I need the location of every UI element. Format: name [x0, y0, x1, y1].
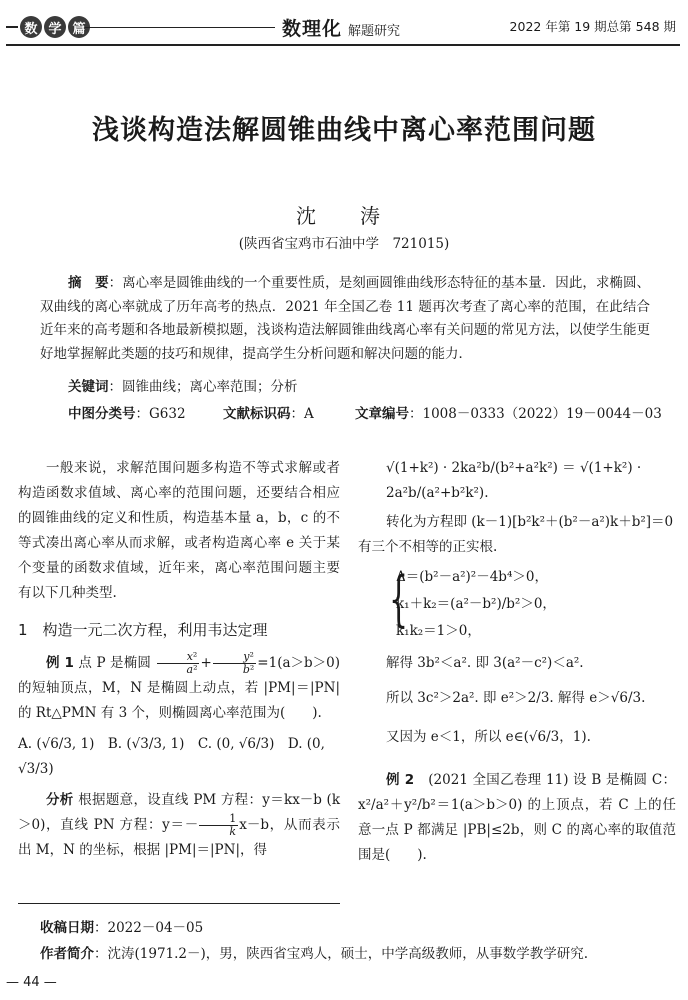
analysis-text-b: x－b，从而表示出 M，N 的坐标，根据 |PM|＝|PN|，得: [18, 817, 340, 858]
page-number: — 44 —: [6, 975, 57, 990]
solve-line: 所以 3c²＞2a². 即 e²＞2/3. 解得 e＞√6/3.: [386, 690, 646, 706]
fraction-1-k: $\frac{1}{k}$: [199, 813, 238, 838]
header-rule: [85, 27, 275, 28]
journal-header: [282, 14, 400, 41]
analysis: [18, 788, 340, 863]
bio-value: ：沈涛(1971.2－)，男，陕西省宝鸡人，硕士，中学高级教师，从事数学教学研究.: [94, 946, 589, 962]
example2-text: (2021 全国乙卷理 11) 设 B 是椭圆 C：x²/a²＋y²/b²＝1(a＞b＞0) 的上顶点，若 C 上的任意一点 P 都满足 |PB|≤2b，则 C 的离心率的取值范围是( ).: [358, 772, 677, 863]
intro-paragraph: 一般来说，求解范围问题多构造不等式求解或者构造函数求值域、离心率的范围问题，还要结合相应的圆锥曲线的定义和性质，构造基本量 a，b，c 的不等式凑出离心率从而求解，或者构造离心率 e 关于某个变量的函数求值域，近年来，离心率范围问题主要有以下几种类型.: [18, 460, 340, 601]
article-title: 浅谈构造法解圆锥曲线中离心率范围问题: [92, 115, 596, 146]
article-no-label: 文章编号: [355, 406, 409, 422]
equation-top: √(1+k²) · 2ka²b/(b²+a²k²) ＝ √(1+k²) · 2a²b/(a²+b²k²).: [386, 460, 642, 501]
footnote-rule: [18, 903, 340, 904]
right-column: [358, 456, 676, 868]
badge-char: 篇: [68, 16, 90, 38]
system-line: Δ＝(b²－a²)²－4b⁴＞0，: [396, 569, 548, 585]
author-bio: [40, 942, 660, 962]
issue-info: 2022 年第 19 期总第 548 期: [509, 19, 676, 34]
journal-name: 数理化: [282, 18, 343, 40]
clc-label: 中图分类号: [68, 406, 136, 422]
convert-text: 转化为方程即 (k－1)[b²k²＋(b²－a²)k＋b²]＝0 有三个不相等的正实根.: [358, 514, 674, 555]
received-label: 收稿日期: [40, 920, 94, 936]
solve-line: 解得 3b²＜a². 即 3(a²－c²)＜a².: [386, 655, 584, 671]
fraction-x2-a2: $\frac{\text{x²}}{\text{a²}}$: [157, 651, 200, 676]
doc-label: 文献标识码: [223, 406, 291, 422]
badge-char: 学: [44, 16, 66, 38]
keywords-label: 关键词: [68, 379, 109, 395]
author-name: 沈 涛: [296, 204, 392, 228]
keywords: [68, 375, 298, 395]
received-date: [40, 916, 660, 936]
clc-value: ：G632: [135, 406, 186, 422]
example1-options: A. (√6/3, 1) B. (√3/3, 1) C. (0, √6/3) D. (0, √3/3): [18, 736, 325, 777]
journal-column: 解题研究: [348, 24, 401, 39]
badge-char: 数: [20, 16, 42, 38]
received-value: ：2022－04－05: [94, 920, 204, 936]
doc-value: ：A: [290, 406, 314, 422]
bio-label: 作者简介: [40, 946, 94, 962]
system-line: k₁＋k₂＝(a²－b²)/b²＞0，: [396, 596, 556, 612]
abstract-text: ：离心率是圆锥曲线的一个重要性质，是刻画圆锥曲线形态特征的基本量．因此，求椭圆、双曲线的离心率就成了历年高考的热点．2021 年全国乙卷 11 题再次考查了离心率的范围，在此结合近年来的高考题和各地最新模拟题，浅谈构造法解圆锥曲线离心率有关问题的常见方法，以使学生能更好地掌握解此类题的技巧和规律，提高学生分析问题和解决问题的能力．: [40, 275, 651, 362]
abstract: [40, 272, 650, 366]
example1: 例 1 点 P 是椭圆 $\frac{\text{x²}}{\text{a²}}$ + $\frac{\text{y²}}{\text{b²}}$ =1(a＞b＞0) 的短轴顶点，M，N 是椭圆上动点，若 |PM|＝|PN| 的 Rt△PMN 有 3 个，则椭圆离心率范围为( ).: [18, 650, 341, 721]
badge-dash: [6, 26, 18, 28]
solve-line: 又因为 e＜1，所以 e∈(√6/3，1).: [386, 729, 591, 745]
classification-line: [68, 402, 662, 422]
analysis-label: 分析: [46, 792, 74, 808]
fraction-y2-b2: $\frac{\text{y²}}{\text{b²}}$: [213, 651, 256, 676]
analysis-text-a: 根据题意，设直线 PM 方程：y＝kx－b (k＞0)，直线 PN 方程：y＝－: [18, 792, 340, 833]
keywords-text: ：圆锥曲线；离心率范围；分析: [108, 379, 298, 395]
example2-label: 例 2: [386, 772, 415, 788]
example2: [358, 768, 676, 868]
brace-symbol: {: [389, 564, 409, 634]
header-line: [6, 44, 680, 46]
section-heading: 1 构造一元二次方程，利用韦达定理: [18, 621, 268, 639]
article-no-value: ：1008－0333（2022）19－0044－03: [409, 406, 662, 422]
example1-label: 例 1: [46, 655, 74, 671]
section-badge: [6, 14, 90, 40]
equation-system: [382, 564, 676, 645]
author-affiliation: (陕西省宝鸡市石油中学 721015): [238, 236, 450, 252]
example1-text-b: (a＞b＞0) 的短轴顶点，M，N 是椭圆上动点，若 |PM|＝|PN| 的 Rt△PMN 有 3 个，则椭圆离心率范围为( ).: [18, 655, 341, 721]
system-line: k₁k₂＝1＞0，: [396, 623, 481, 639]
left-column: [18, 456, 340, 863]
example1-text-a: 点 P 是椭圆: [78, 655, 152, 671]
abstract-label: 摘 要: [68, 275, 109, 291]
